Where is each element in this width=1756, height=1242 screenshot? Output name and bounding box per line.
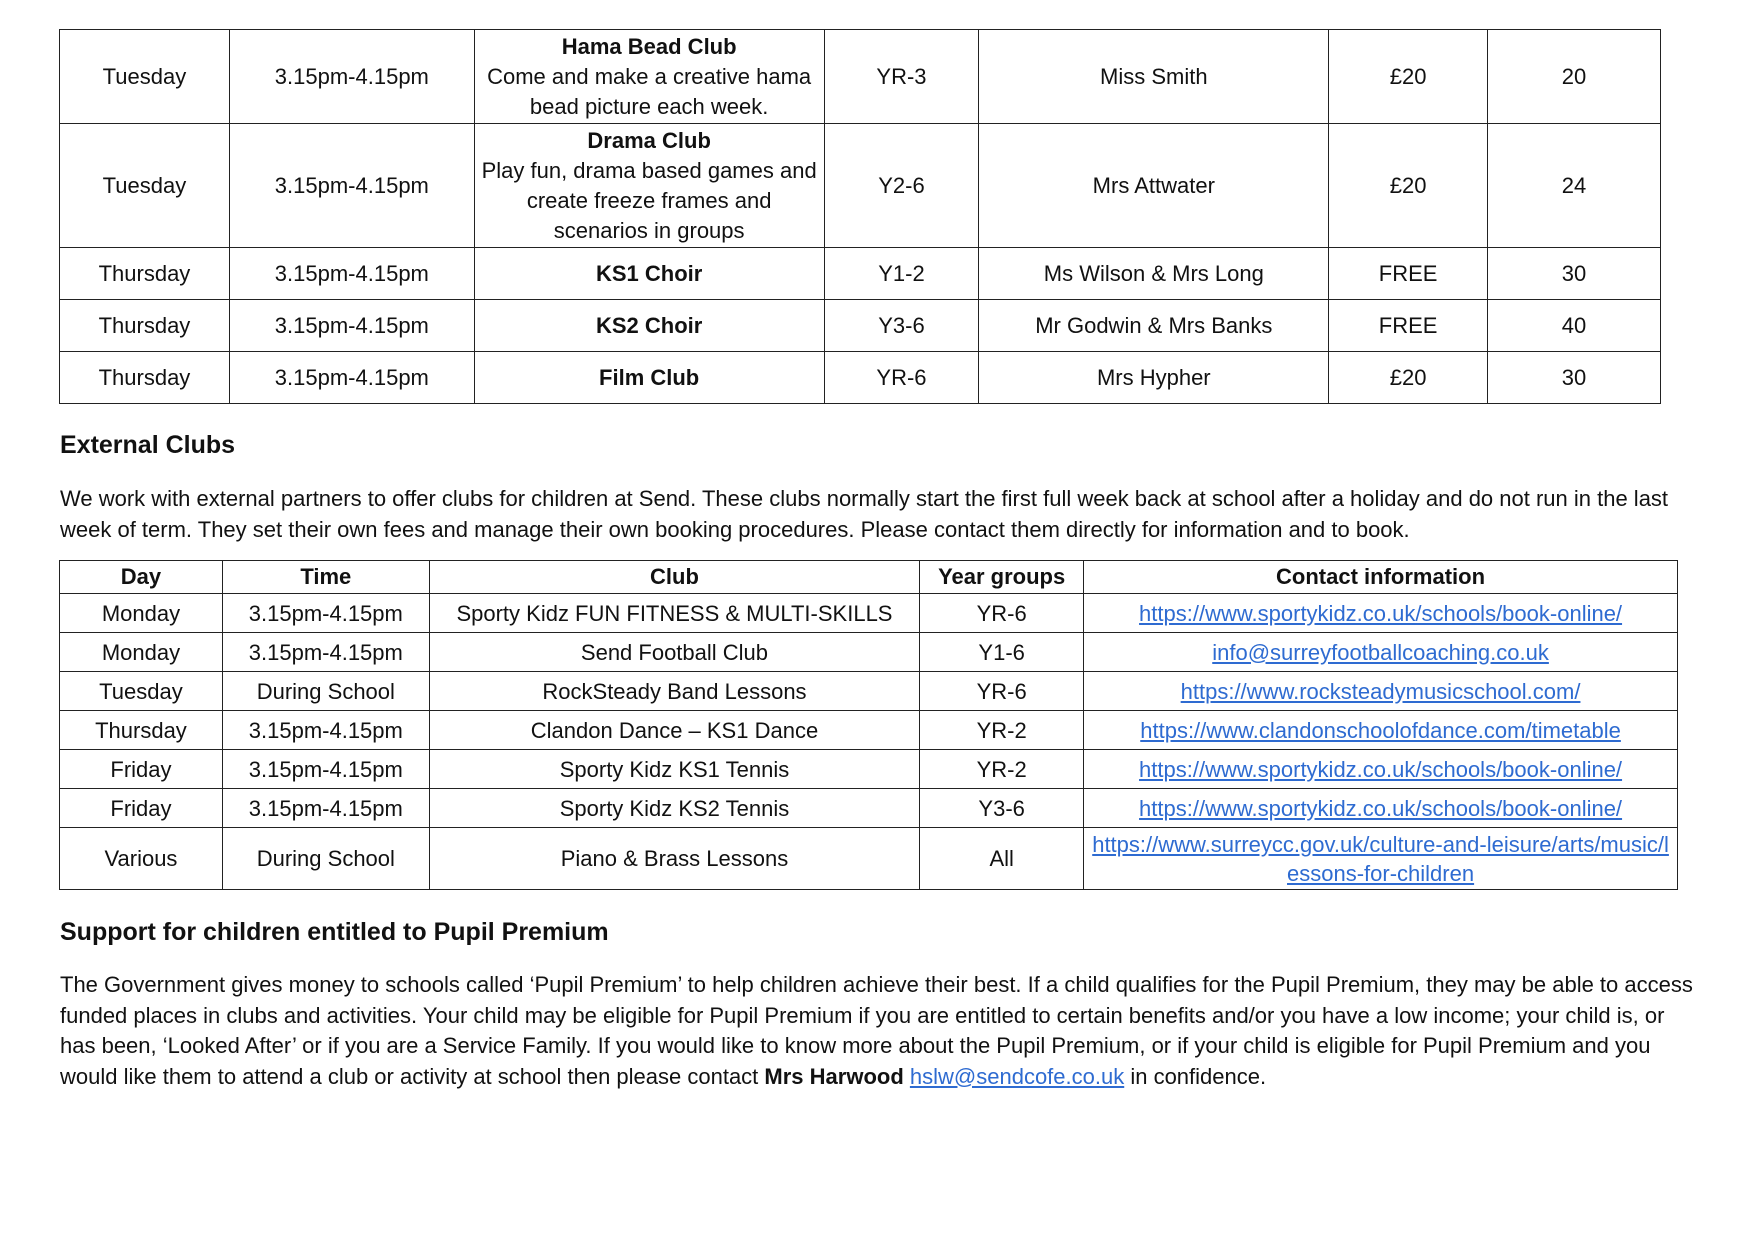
pupil-premium-heading: Support for children entitled to Pupil Premium	[60, 918, 609, 946]
staff-cell: Mrs Hypher	[979, 352, 1329, 404]
club-description: Play fun, drama based games and create freeze frames and scenarios in groups	[481, 157, 817, 243]
external-clubs-paragraph: We work with external partners to offer clubs for children at Send. These clubs normally start the first full week back at school after a holiday and do not run in the last week of term. They set their own fees and manage their own booking procedures. Please contact them directly for information and to book.	[60, 486, 1669, 542]
time-cell: During School	[222, 672, 429, 711]
contact-email-link[interactable]: info@surreyfootballcoaching.co.uk	[1212, 639, 1549, 665]
staff-cell: Miss Smith	[979, 30, 1329, 124]
table-row	[60, 248, 1661, 300]
club-cell: Piano & Brass Lessons	[429, 828, 919, 890]
club-cell	[474, 30, 824, 124]
table-row	[60, 594, 1678, 633]
cost-cell: £20	[1329, 352, 1488, 404]
table-row	[60, 750, 1678, 789]
years-cell: YR-6	[920, 672, 1084, 711]
club-cell: RockSteady Band Lessons	[429, 672, 919, 711]
years-cell: Y1-6	[920, 633, 1084, 672]
years-cell: YR-2	[920, 750, 1084, 789]
contact-cell	[1084, 828, 1678, 890]
header-club: Club	[429, 561, 919, 594]
day-cell: Thursday	[60, 352, 230, 404]
club-cell: Sporty Kidz KS2 Tennis	[429, 789, 919, 828]
club-title: Film Club	[599, 364, 700, 390]
time-cell: 3.15pm-4.15pm	[222, 750, 429, 789]
club-cell	[474, 300, 824, 352]
places-cell: 20	[1488, 30, 1661, 124]
contact-email-link[interactable]: hslw@sendcofe.co.uk	[909, 1063, 1125, 1089]
internal-clubs-table	[59, 29, 1661, 404]
header-time: Time	[222, 561, 429, 594]
pupil-premium-paragraph	[60, 970, 1700, 1092]
club-cell	[474, 248, 824, 300]
external-clubs-table	[59, 560, 1678, 890]
time-cell: 3.15pm-4.15pm	[229, 352, 474, 404]
contact-cell	[1084, 633, 1678, 672]
pupil-premium-text: The Government gives money to schools called ‘Pupil Premium’ to help children achieve their best. If a child qualifies for the Pupil Premium, they may be able to access funded places in clubs and activities. Your child may be eligible for Pupil Premium if you are entitled to certain benefits and/or you have a low income; your child is, or has been, ‘Looked After’ or if you are a Service Family. If you would like to know more about the Pupil Premium, or if your child is eligible for Pupil Premium and you would like them to attend a club or activity at school then please contact	[60, 972, 1693, 1089]
time-cell: 3.15pm-4.15pm	[229, 248, 474, 300]
contact-link[interactable]: https://www.sportykidz.co.uk/schools/book-online/	[1139, 600, 1623, 626]
contact-link[interactable]: https://www.sportykidz.co.uk/schools/book-online/	[1139, 756, 1623, 782]
table-row	[60, 633, 1678, 672]
time-cell: 3.15pm-4.15pm	[222, 633, 429, 672]
time-cell: 3.15pm-4.15pm	[229, 30, 474, 124]
club-cell: Sporty Kidz KS1 Tennis	[429, 750, 919, 789]
club-cell: Send Football Club	[429, 633, 919, 672]
club-cell: Clandon Dance – KS1 Dance	[429, 711, 919, 750]
day-cell: Monday	[60, 594, 223, 633]
table-header-row	[60, 561, 1678, 594]
table-row	[60, 300, 1661, 352]
table-row	[60, 672, 1678, 711]
contact-link[interactable]: https://www.surreycc.gov.uk/culture-and-leisure/arts/music/lessons-for-children	[1092, 831, 1669, 886]
staff-cell: Mrs Attwater	[979, 124, 1329, 248]
contact-cell	[1084, 750, 1678, 789]
table-row	[60, 711, 1678, 750]
places-cell: 40	[1488, 300, 1661, 352]
external-clubs-heading: External Clubs	[60, 431, 236, 459]
time-cell: 3.15pm-4.15pm	[222, 711, 429, 750]
day-cell: Monday	[60, 633, 223, 672]
years-cell: YR-3	[824, 30, 979, 124]
table-row	[60, 789, 1678, 828]
contact-cell	[1084, 789, 1678, 828]
club-cell	[474, 352, 824, 404]
day-cell: Thursday	[60, 711, 223, 750]
years-cell: YR-6	[824, 352, 979, 404]
club-cell: Sporty Kidz FUN FITNESS & MULTI-SKILLS	[429, 594, 919, 633]
years-cell: Y1-2	[824, 248, 979, 300]
club-title: KS2 Choir	[595, 312, 703, 338]
contact-name: Mrs Harwood	[764, 1063, 904, 1089]
contact-link[interactable]: https://www.rocksteadymusicschool.com/	[1180, 678, 1581, 704]
time-cell: 3.15pm-4.15pm	[229, 300, 474, 352]
places-cell: 24	[1488, 124, 1661, 248]
contact-link[interactable]: https://www.sportykidz.co.uk/schools/book-online/	[1139, 795, 1623, 821]
years-cell: All	[920, 828, 1084, 890]
time-cell: During School	[222, 828, 429, 890]
day-cell: Tuesday	[60, 124, 230, 248]
places-cell: 30	[1488, 352, 1661, 404]
cost-cell: £20	[1329, 30, 1488, 124]
club-title: Drama Club	[587, 127, 711, 153]
day-cell: Tuesday	[60, 30, 230, 124]
club-cell	[474, 124, 824, 248]
staff-cell: Ms Wilson & Mrs Long	[979, 248, 1329, 300]
club-title: KS1 Choir	[595, 260, 703, 286]
cost-cell: FREE	[1329, 248, 1488, 300]
table-row	[60, 828, 1678, 890]
contact-link[interactable]: https://www.clandonschoolofdance.com/timetable	[1140, 717, 1621, 743]
table-row	[60, 352, 1661, 404]
header-year-groups: Year groups	[920, 561, 1084, 594]
club-title: Hama Bead Club	[561, 33, 737, 59]
table-row	[60, 124, 1661, 248]
header-contact: Contact information	[1084, 561, 1678, 594]
day-cell: Friday	[60, 750, 223, 789]
club-description: Come and make a creative hama bead picture each week.	[487, 63, 812, 119]
years-cell: YR-6	[920, 594, 1084, 633]
staff-cell: Mr Godwin & Mrs Banks	[979, 300, 1329, 352]
years-cell: Y2-6	[824, 124, 979, 248]
contact-cell	[1084, 672, 1678, 711]
cost-cell: FREE	[1329, 300, 1488, 352]
years-cell: Y3-6	[920, 789, 1084, 828]
cost-cell: £20	[1329, 124, 1488, 248]
header-day: Day	[60, 561, 223, 594]
contact-cell	[1084, 711, 1678, 750]
time-cell: 3.15pm-4.15pm	[222, 594, 429, 633]
pupil-premium-text-end: in confidence.	[1124, 1063, 1267, 1089]
years-cell: Y3-6	[824, 300, 979, 352]
contact-cell	[1084, 594, 1678, 633]
day-cell: Thursday	[60, 300, 230, 352]
day-cell: Friday	[60, 789, 223, 828]
time-cell: 3.15pm-4.15pm	[222, 789, 429, 828]
day-cell: Various	[60, 828, 223, 890]
day-cell: Tuesday	[60, 672, 223, 711]
day-cell: Thursday	[60, 248, 230, 300]
places-cell: 30	[1488, 248, 1661, 300]
years-cell: YR-2	[920, 711, 1084, 750]
table-row	[60, 30, 1661, 124]
time-cell: 3.15pm-4.15pm	[229, 124, 474, 248]
